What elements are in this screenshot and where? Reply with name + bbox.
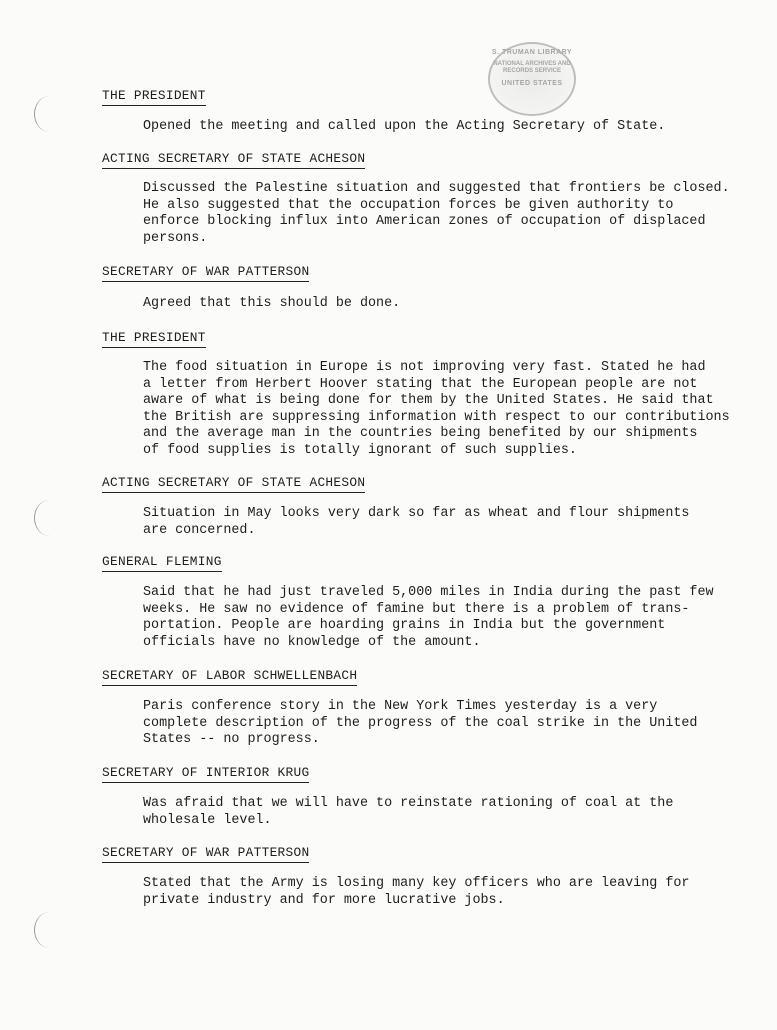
statement-text: Situation in May looks very dark so far as wheat and flour shipments are concerned. [143, 506, 690, 538]
statement-text: Paris conference story in the New York Times yesterday is a very complete description of the progress of the coal strike in the United States -- no progress. [143, 699, 698, 748]
speaker-heading: SECRETARY OF WAR PATTERSON [102, 845, 309, 863]
statement-text: Opened the meeting and called upon the Acting Secretary of State. [143, 119, 666, 134]
speaker-heading: THE PRESIDENT [102, 330, 206, 348]
statement-text: Discussed the Palestine situation and suggested that frontiers be closed. He also suggested that the occupation forces be given authority to enforce blocking influx into American zones of occupation of displaced persons. [143, 181, 730, 246]
speaker-heading: ACTING SECRETARY OF STATE ACHESON [102, 151, 365, 169]
punch-hole [34, 96, 65, 132]
speaker-heading: THE PRESIDENT [102, 88, 206, 106]
stamp-middle-text: NATIONAL ARCHIVES AND RECORDS SERVICE [493, 60, 571, 74]
statement-text: Agreed that this should be done. [143, 296, 401, 311]
speaker-heading: ACTING SECRETARY OF STATE ACHESON [102, 475, 365, 493]
stamp-top-text: S. TRUMAN LIBRARY [491, 49, 573, 56]
speaker-heading: SECRETARY OF INTERIOR KRUG [102, 765, 309, 783]
stamp-bottom-text: UNITED STATES [501, 79, 563, 87]
statement-text: Said that he had just traveled 5,000 miles in India during the past few weeks. He saw no evidence of famine but there is a problem of trans- portation. People are hoarding grains in India but the government officials have no knowledge of the amount. [143, 585, 714, 650]
statement-text: Was afraid that we will have to reinstate rationing of coal at the wholesale level. [143, 796, 674, 828]
speaker-heading: SECRETARY OF LABOR SCHWELLENBACH [102, 668, 357, 686]
speaker-heading: SECRETARY OF WAR PATTERSON [102, 264, 309, 282]
speaker-heading: GENERAL FLEMING [102, 554, 222, 572]
punch-hole [34, 500, 65, 536]
archive-stamp [488, 42, 576, 116]
statement-text: Stated that the Army is losing many key officers who are leaving for private industry and for more lucrative jobs. [143, 876, 690, 908]
statement-text: The food situation in Europe is not improving very fast. Stated he had a letter from Herbert Hoover stating that the European people are not aware of what is being done for them by the United States. He said that the British are suppressing information with respect to our contributions and the average man in the countries being benefited by our shipments of food supplies is totally ignorant of such supplies. [143, 360, 730, 458]
punch-hole [34, 912, 65, 948]
